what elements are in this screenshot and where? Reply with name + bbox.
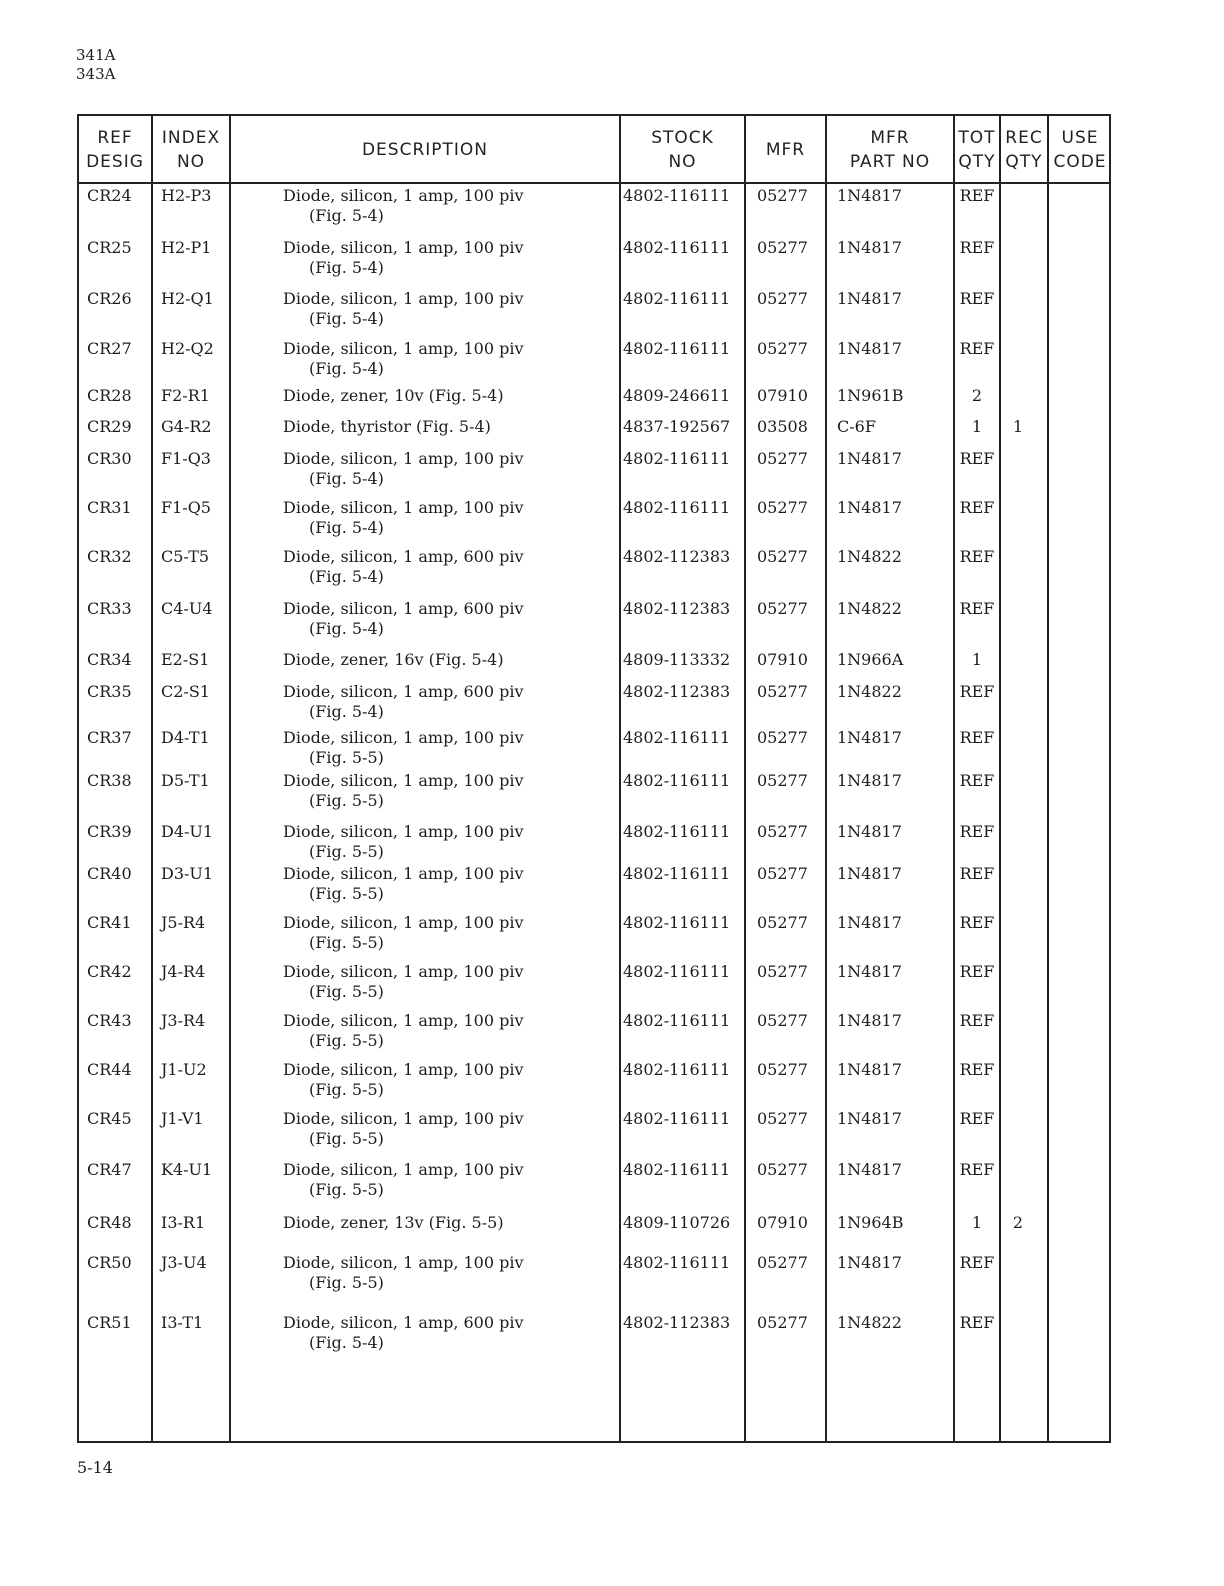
mfr-cell: 07910 bbox=[757, 1213, 808, 1232]
ref-desig-cell: CR24 bbox=[87, 186, 132, 205]
ref-desig-cell: CR44 bbox=[87, 1060, 132, 1079]
tot-qty-cell: REF bbox=[959, 822, 995, 841]
description-cell bbox=[283, 682, 524, 722]
stock-no-cell: 4802-116111 bbox=[623, 1011, 731, 1030]
description-line: Diode, silicon, 1 amp, 100 piv bbox=[283, 1109, 524, 1128]
mfr-cell: 05277 bbox=[757, 339, 808, 358]
index-no-cell: J1-V1 bbox=[161, 1109, 204, 1128]
stock-no-cell: 4802-112383 bbox=[623, 682, 731, 701]
ref-desig-cell: CR30 bbox=[87, 449, 132, 468]
page-number: 5-14 bbox=[77, 1458, 113, 1477]
mfr-part-no-cell: C-6F bbox=[837, 417, 876, 436]
index-no-cell: C4-U4 bbox=[161, 599, 213, 618]
index-no-cell: H2-P3 bbox=[161, 186, 212, 205]
description-line: Diode, silicon, 1 amp, 600 piv bbox=[283, 599, 524, 618]
description-cell bbox=[283, 1060, 524, 1100]
tot-qty-cell: REF bbox=[959, 186, 995, 205]
ref-desig-cell: CR35 bbox=[87, 682, 132, 701]
figure-reference: (Fig. 5-4) bbox=[309, 469, 384, 488]
mfr-cell: 05277 bbox=[757, 864, 808, 883]
description-cell bbox=[283, 599, 524, 639]
figure-reference: (Fig. 5-5) bbox=[309, 842, 384, 861]
mfr-cell: 05277 bbox=[757, 913, 808, 932]
index-no-cell: D3-U1 bbox=[161, 864, 214, 883]
ref-desig-cell: CR38 bbox=[87, 771, 132, 790]
tot-qty-cell: REF bbox=[959, 1109, 995, 1128]
description-line: Diode, silicon, 1 amp, 100 piv bbox=[283, 913, 524, 932]
tot-qty-cell: 1 bbox=[971, 417, 983, 436]
stock-no-cell: 4809-246611 bbox=[623, 386, 731, 405]
description-line: Diode, silicon, 1 amp, 600 piv bbox=[283, 682, 524, 701]
ref-desig-cell: CR29 bbox=[87, 417, 132, 436]
ref-desig-cell: CR27 bbox=[87, 339, 132, 358]
description-cell bbox=[283, 498, 524, 538]
index-no-cell: E2-S1 bbox=[161, 650, 210, 669]
mfr-cell: 07910 bbox=[757, 386, 808, 405]
description-cell bbox=[283, 289, 524, 329]
description-cell bbox=[283, 1011, 524, 1051]
figure-reference: (Fig. 5-5) bbox=[309, 1031, 384, 1050]
mfr-cell: 05277 bbox=[757, 186, 808, 205]
index-no-cell: J5-R4 bbox=[161, 913, 206, 932]
description-line: Diode, silicon, 1 amp, 100 piv bbox=[283, 864, 524, 883]
index-no-cell: D5-T1 bbox=[161, 771, 210, 790]
index-no-cell: D4-U1 bbox=[161, 822, 214, 841]
mfr-part-no-cell: 1N4822 bbox=[837, 547, 902, 566]
model-number: 341A bbox=[76, 46, 116, 64]
ref-desig-cell: CR26 bbox=[87, 289, 132, 308]
description-line: Diode, silicon, 1 amp, 100 piv bbox=[283, 186, 524, 205]
description-line: Diode, silicon, 1 amp, 100 piv bbox=[283, 339, 524, 358]
stock-no-cell: 4802-116111 bbox=[623, 822, 731, 841]
mfr-part-no-cell: 1N4817 bbox=[837, 1253, 902, 1272]
column-divider bbox=[953, 116, 955, 1441]
column-divider bbox=[999, 116, 1001, 1441]
description-cell bbox=[283, 1109, 524, 1149]
stock-no-cell: 4802-112383 bbox=[623, 1313, 731, 1332]
description-line: Diode, silicon, 1 amp, 100 piv bbox=[283, 1253, 524, 1272]
stock-no-cell: 4802-116111 bbox=[623, 1253, 731, 1272]
index-no-cell: G4-R2 bbox=[161, 417, 212, 436]
figure-reference: (Fig. 5-5) bbox=[309, 982, 384, 1001]
index-no-cell: J3-U4 bbox=[161, 1253, 207, 1272]
stock-no-cell: 4802-116111 bbox=[623, 238, 731, 257]
description-cell bbox=[283, 417, 491, 437]
column-divider bbox=[825, 116, 827, 1441]
mfr-cell: 05277 bbox=[757, 1160, 808, 1179]
mfr-part-no-cell: 1N4817 bbox=[837, 962, 902, 981]
col-header-stock-no: STOCK NO bbox=[651, 128, 714, 172]
tot-qty-cell: REF bbox=[959, 498, 995, 517]
index-no-cell: J3-R4 bbox=[161, 1011, 206, 1030]
mfr-part-no-cell: 1N4817 bbox=[837, 864, 902, 883]
stock-no-cell: 4802-116111 bbox=[623, 962, 731, 981]
index-no-cell: F1-Q3 bbox=[161, 449, 211, 468]
index-no-cell: H2-Q1 bbox=[161, 289, 214, 308]
description-cell bbox=[283, 913, 524, 953]
figure-reference: (Fig. 5-5) bbox=[309, 1180, 384, 1199]
mfr-part-no-cell: 1N4817 bbox=[837, 339, 902, 358]
col-header-index-no: INDEX NO bbox=[161, 128, 221, 172]
description-line: Diode, silicon, 1 amp, 100 piv bbox=[283, 1160, 524, 1179]
figure-reference: (Fig. 5-4) bbox=[309, 359, 384, 378]
stock-no-cell: 4802-112383 bbox=[623, 547, 731, 566]
figure-reference: (Fig. 5-5) bbox=[309, 884, 384, 903]
mfr-cell: 05277 bbox=[757, 498, 808, 517]
description-cell bbox=[283, 864, 524, 904]
figure-reference: (Fig. 5-4) bbox=[309, 567, 384, 586]
description-line: Diode, zener, 10v (Fig. 5-4) bbox=[283, 386, 504, 405]
mfr-cell: 05277 bbox=[757, 962, 808, 981]
mfr-part-no-cell: 1N4822 bbox=[837, 682, 902, 701]
mfr-cell: 05277 bbox=[757, 1253, 808, 1272]
header-divider bbox=[79, 182, 1109, 184]
column-divider bbox=[151, 116, 153, 1441]
ref-desig-cell: CR51 bbox=[87, 1313, 132, 1332]
tot-qty-cell: REF bbox=[959, 599, 995, 618]
stock-no-cell: 4802-116111 bbox=[623, 728, 731, 747]
mfr-part-no-cell: 1N966A bbox=[837, 650, 904, 669]
stock-no-cell: 4802-116111 bbox=[623, 1160, 731, 1179]
figure-reference: (Fig. 5-4) bbox=[309, 258, 384, 277]
mfr-part-no-cell: 1N4817 bbox=[837, 728, 902, 747]
mfr-cell: 05277 bbox=[757, 547, 808, 566]
stock-no-cell: 4802-116111 bbox=[623, 913, 731, 932]
figure-reference: (Fig. 5-5) bbox=[309, 933, 384, 952]
description-cell bbox=[283, 449, 524, 489]
stock-no-cell: 4802-116111 bbox=[623, 339, 731, 358]
ref-desig-cell: CR37 bbox=[87, 728, 132, 747]
column-divider bbox=[619, 116, 621, 1441]
description-line: Diode, silicon, 1 amp, 100 piv bbox=[283, 1060, 524, 1079]
ref-desig-cell: CR34 bbox=[87, 650, 132, 669]
col-header-mfr-part-no: MFR PART NO bbox=[849, 128, 931, 172]
col-header-use-code: USE CODE bbox=[1053, 128, 1107, 172]
mfr-cell: 05277 bbox=[757, 1109, 808, 1128]
description-cell bbox=[283, 650, 504, 670]
tot-qty-cell: REF bbox=[959, 682, 995, 701]
mfr-part-no-cell: 1N4817 bbox=[837, 289, 902, 308]
tot-qty-cell: REF bbox=[959, 1313, 995, 1332]
stock-no-cell: 4802-116111 bbox=[623, 289, 731, 308]
index-no-cell: D4-T1 bbox=[161, 728, 210, 747]
description-line: Diode, silicon, 1 amp, 100 piv bbox=[283, 1011, 524, 1030]
model-number: 343A bbox=[76, 65, 116, 83]
tot-qty-cell: REF bbox=[959, 547, 995, 566]
tot-qty-cell: REF bbox=[959, 771, 995, 790]
mfr-part-no-cell: 1N4822 bbox=[837, 599, 902, 618]
col-header-mfr: MFR bbox=[765, 140, 806, 160]
tot-qty-cell: REF bbox=[959, 238, 995, 257]
ref-desig-cell: CR47 bbox=[87, 1160, 132, 1179]
description-cell bbox=[283, 771, 524, 811]
parts-list-table bbox=[77, 114, 1111, 1443]
mfr-cell: 05277 bbox=[757, 238, 808, 257]
mfr-cell: 03508 bbox=[757, 417, 808, 436]
ref-desig-cell: CR40 bbox=[87, 864, 132, 883]
mfr-part-no-cell: 1N4817 bbox=[837, 1109, 902, 1128]
figure-reference: (Fig. 5-4) bbox=[309, 619, 384, 638]
description-cell bbox=[283, 386, 504, 406]
mfr-part-no-cell: 1N4817 bbox=[837, 498, 902, 517]
col-header-rec-qty: REC QTY bbox=[1005, 128, 1043, 172]
mfr-cell: 05277 bbox=[757, 289, 808, 308]
stock-no-cell: 4802-116111 bbox=[623, 864, 731, 883]
stock-no-cell: 4802-116111 bbox=[623, 498, 731, 517]
mfr-cell: 05277 bbox=[757, 1060, 808, 1079]
tot-qty-cell: REF bbox=[959, 289, 995, 308]
description-line: Diode, silicon, 1 amp, 600 piv bbox=[283, 547, 524, 566]
mfr-cell: 05277 bbox=[757, 599, 808, 618]
stock-no-cell: 4802-116111 bbox=[623, 186, 731, 205]
figure-reference: (Fig. 5-4) bbox=[309, 1333, 384, 1352]
model-numbers bbox=[76, 46, 115, 84]
mfr-part-no-cell: 1N4817 bbox=[837, 186, 902, 205]
mfr-cell: 05277 bbox=[757, 449, 808, 468]
description-cell bbox=[283, 238, 524, 278]
mfr-cell: 05277 bbox=[757, 1313, 808, 1332]
tot-qty-cell: REF bbox=[959, 339, 995, 358]
figure-reference: (Fig. 5-4) bbox=[309, 702, 384, 721]
mfr-part-no-cell: 1N4817 bbox=[837, 238, 902, 257]
description-line: Diode, silicon, 1 amp, 600 piv bbox=[283, 1313, 524, 1332]
index-no-cell: F1-Q5 bbox=[161, 498, 211, 517]
stock-no-cell: 4802-116111 bbox=[623, 449, 731, 468]
description-cell bbox=[283, 728, 524, 768]
tot-qty-cell: REF bbox=[959, 449, 995, 468]
figure-reference: (Fig. 5-4) bbox=[309, 309, 384, 328]
description-line: Diode, zener, 16v (Fig. 5-4) bbox=[283, 650, 504, 669]
mfr-part-no-cell: 1N4817 bbox=[837, 449, 902, 468]
description-cell bbox=[283, 1160, 524, 1200]
col-header-ref-desig: REF DESIG bbox=[86, 128, 144, 172]
stock-no-cell: 4802-112383 bbox=[623, 599, 731, 618]
description-line: Diode, silicon, 1 amp, 100 piv bbox=[283, 822, 524, 841]
tot-qty-cell: 2 bbox=[971, 386, 983, 405]
ref-desig-cell: CR50 bbox=[87, 1253, 132, 1272]
mfr-cell: 05277 bbox=[757, 771, 808, 790]
ref-desig-cell: CR25 bbox=[87, 238, 132, 257]
figure-reference: (Fig. 5-4) bbox=[309, 518, 384, 537]
description-cell bbox=[283, 1313, 524, 1353]
mfr-cell: 07910 bbox=[757, 650, 808, 669]
description-line: Diode, silicon, 1 amp, 100 piv bbox=[283, 962, 524, 981]
rec-qty-cell: 2 bbox=[1012, 1213, 1024, 1232]
ref-desig-cell: CR45 bbox=[87, 1109, 132, 1128]
ref-desig-cell: CR43 bbox=[87, 1011, 132, 1030]
ref-desig-cell: CR42 bbox=[87, 962, 132, 981]
mfr-part-no-cell: 1N4817 bbox=[837, 1160, 902, 1179]
tot-qty-cell: REF bbox=[959, 1253, 995, 1272]
mfr-part-no-cell: 1N4822 bbox=[837, 1313, 902, 1332]
figure-reference: (Fig. 5-5) bbox=[309, 1129, 384, 1148]
index-no-cell: J1-U2 bbox=[161, 1060, 207, 1079]
mfr-part-no-cell: 1N4817 bbox=[837, 913, 902, 932]
figure-reference: (Fig. 5-5) bbox=[309, 1080, 384, 1099]
description-line: Diode, silicon, 1 amp, 100 piv bbox=[283, 728, 524, 747]
tot-qty-cell: REF bbox=[959, 1160, 995, 1179]
description-line: Diode, silicon, 1 amp, 100 piv bbox=[283, 498, 524, 517]
description-cell bbox=[283, 186, 524, 226]
figure-reference: (Fig. 5-5) bbox=[309, 791, 384, 810]
tot-qty-cell: REF bbox=[959, 1011, 995, 1030]
stock-no-cell: 4809-113332 bbox=[623, 650, 731, 669]
mfr-part-no-cell: 1N964B bbox=[837, 1213, 904, 1232]
stock-no-cell: 4802-116111 bbox=[623, 771, 731, 790]
description-line: Diode, silicon, 1 amp, 100 piv bbox=[283, 449, 524, 468]
description-line: Diode, silicon, 1 amp, 100 piv bbox=[283, 289, 524, 308]
ref-desig-cell: CR32 bbox=[87, 547, 132, 566]
ref-desig-cell: CR33 bbox=[87, 599, 132, 618]
col-header-tot-qty: TOT QTY bbox=[958, 128, 996, 172]
mfr-part-no-cell: 1N4817 bbox=[837, 771, 902, 790]
mfr-cell: 05277 bbox=[757, 1011, 808, 1030]
stock-no-cell: 4802-116111 bbox=[623, 1060, 731, 1079]
column-divider bbox=[744, 116, 746, 1441]
mfr-part-no-cell: 1N4817 bbox=[837, 1060, 902, 1079]
description-line: Diode, silicon, 1 amp, 100 piv bbox=[283, 771, 524, 790]
description-cell bbox=[283, 1253, 524, 1293]
column-divider bbox=[229, 116, 231, 1441]
tot-qty-cell: REF bbox=[959, 1060, 995, 1079]
stock-no-cell: 4802-116111 bbox=[623, 1109, 731, 1128]
ref-desig-cell: CR41 bbox=[87, 913, 132, 932]
tot-qty-cell: REF bbox=[959, 913, 995, 932]
figure-reference: (Fig. 5-5) bbox=[309, 748, 384, 767]
stock-no-cell: 4809-110726 bbox=[623, 1213, 731, 1232]
index-no-cell: I3-T1 bbox=[161, 1313, 204, 1332]
tot-qty-cell: REF bbox=[959, 864, 995, 883]
description-cell bbox=[283, 547, 524, 587]
tot-qty-cell: REF bbox=[959, 962, 995, 981]
index-no-cell: C5-T5 bbox=[161, 547, 210, 566]
tot-qty-cell: 1 bbox=[971, 1213, 983, 1232]
col-header-description: DESCRIPTION bbox=[361, 140, 489, 160]
ref-desig-cell: CR39 bbox=[87, 822, 132, 841]
mfr-part-no-cell: 1N4817 bbox=[837, 1011, 902, 1030]
description-line: Diode, zener, 13v (Fig. 5-5) bbox=[283, 1213, 504, 1232]
index-no-cell: I3-R1 bbox=[161, 1213, 206, 1232]
mfr-cell: 05277 bbox=[757, 728, 808, 747]
description-cell bbox=[283, 962, 524, 1002]
description-cell bbox=[283, 339, 524, 379]
column-divider bbox=[1047, 116, 1049, 1441]
mfr-cell: 05277 bbox=[757, 822, 808, 841]
stock-no-cell: 4837-192567 bbox=[623, 417, 731, 436]
mfr-part-no-cell: 1N4817 bbox=[837, 822, 902, 841]
rec-qty-cell: 1 bbox=[1012, 417, 1024, 436]
description-line: Diode, thyristor (Fig. 5-4) bbox=[283, 417, 491, 436]
tot-qty-cell: REF bbox=[959, 728, 995, 747]
mfr-cell: 05277 bbox=[757, 682, 808, 701]
tot-qty-cell: 1 bbox=[971, 650, 983, 669]
figure-reference: (Fig. 5-5) bbox=[309, 1273, 384, 1292]
description-line: Diode, silicon, 1 amp, 100 piv bbox=[283, 238, 524, 257]
description-cell bbox=[283, 1213, 504, 1233]
ref-desig-cell: CR48 bbox=[87, 1213, 132, 1232]
figure-reference: (Fig. 5-4) bbox=[309, 206, 384, 225]
description-cell bbox=[283, 822, 524, 862]
mfr-part-no-cell: 1N961B bbox=[837, 386, 904, 405]
index-no-cell: J4-R4 bbox=[161, 962, 206, 981]
index-no-cell: H2-Q2 bbox=[161, 339, 214, 358]
index-no-cell: C2-S1 bbox=[161, 682, 210, 701]
ref-desig-cell: CR28 bbox=[87, 386, 132, 405]
ref-desig-cell: CR31 bbox=[87, 498, 132, 517]
index-no-cell: F2-R1 bbox=[161, 386, 210, 405]
index-no-cell: K4-U1 bbox=[161, 1160, 213, 1179]
index-no-cell: H2-P1 bbox=[161, 238, 212, 257]
